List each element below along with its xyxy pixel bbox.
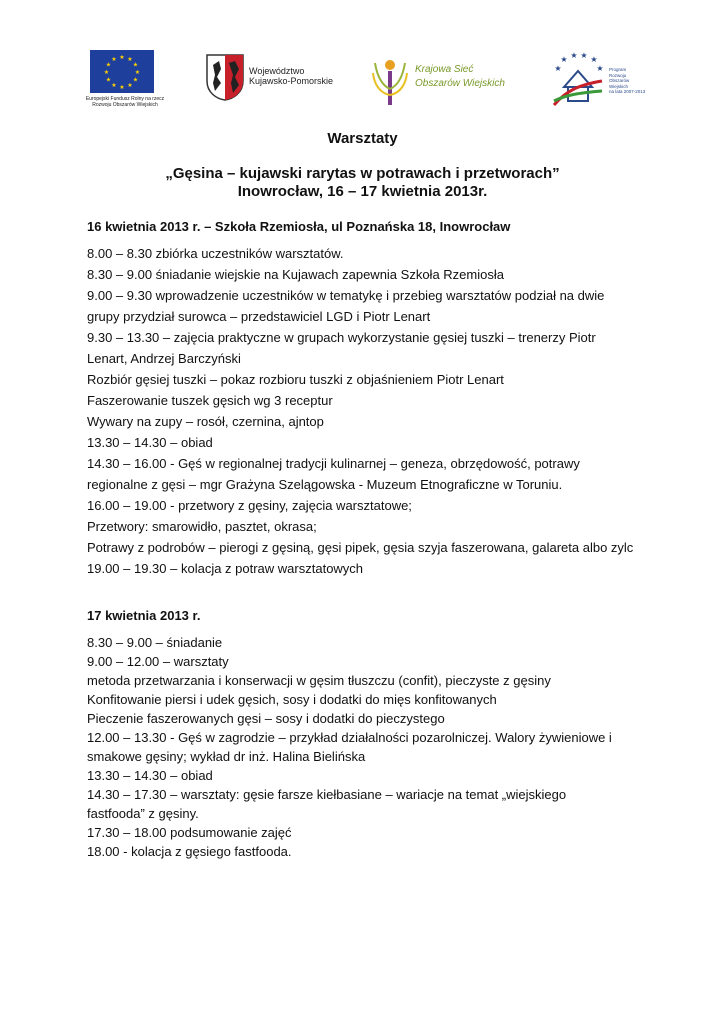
schedule-line: Lenart, Andrzej Barczyński [87, 351, 241, 366]
eu-caption [85, 96, 165, 108]
schedule-line: 14.30 – 16.00 - Gęś w regionalnej tradycji kulinarnej – geneza, obrzędowość, potrawy [87, 456, 580, 471]
day2-schedule [87, 633, 639, 861]
ksow-line2: Obszarów Wiejskich [415, 78, 505, 89]
schedule-line: 13.30 – 14.30 – obiad [87, 768, 213, 783]
schedule-line: 13.30 – 14.30 – obiad [87, 435, 213, 450]
schedule-line: smakowe gęsiny; wykład dr inż. Halina Bielińska [87, 749, 366, 764]
svg-text:★: ★ [127, 82, 133, 89]
schedule-line: Pieczenie faszerowanych gęsi – sosy i dodatki do pieczystego [87, 711, 445, 726]
prow-line2: Rozwoju [609, 72, 627, 78]
prow-logo [548, 51, 648, 111]
prow-house-icon [548, 51, 608, 109]
schedule-line: Przetwory: smarowidło, pasztet, okrasa; [87, 519, 317, 534]
schedule-line: 12.00 – 13.30 - Gęś w zagrodzie – przykład działalności pozarolniczej. Walory żywieniowe i [87, 730, 612, 745]
svg-text:★: ★ [590, 55, 598, 64]
svg-text:★: ★ [119, 84, 125, 91]
eu-flag-icon [90, 50, 154, 93]
schedule-line: 14.30 – 17.30 – warsztaty: gęsie farsze kiełbasiane – wariacje na temat „wiejskiego [87, 787, 567, 802]
schedule-line: 9.00 – 12.00 – warsztaty [87, 654, 229, 669]
svg-text:★: ★ [105, 61, 112, 69]
eu-caption-line2: Rozwoju Obszarów Wiejskich [92, 102, 158, 108]
event-name: „Gęsina – kujawski rarytas w potrawach i przetworach” [165, 165, 560, 182]
ksow-text [415, 63, 505, 91]
ksow-wheat-icon [371, 49, 409, 107]
svg-text:★: ★ [111, 82, 117, 89]
svg-text:★: ★ [134, 69, 141, 76]
svg-text:★: ★ [111, 56, 117, 63]
schedule-line: 19.00 – 19.30 – kolacja z potraw warsztatowych [87, 561, 364, 576]
schedule-line: Konfitowanie piersi i udek gęsich, sosy i dodatki do mięs konfitowanych [87, 692, 497, 707]
kp-line1: Województwo [249, 66, 305, 76]
kp-line2: Kujawsko-Pomorskie [249, 76, 334, 86]
svg-text:★: ★ [560, 55, 568, 64]
schedule-line: 8.30 – 9.00 śniadanie wiejskie na Kujawach zapewnia Szkoła Rzemiosła [87, 267, 504, 282]
svg-text:★: ★ [580, 51, 588, 60]
schedule-line: regionalne z gęsi – mgr Grażyna Szelągowska - Muzeum Etnograficzne w Toruniu. [87, 477, 563, 492]
svg-text:★: ★ [570, 51, 578, 60]
svg-text:★: ★ [132, 61, 139, 69]
svg-text:★: ★ [132, 76, 139, 84]
svg-text:★: ★ [119, 54, 125, 61]
schedule-line: 9.30 – 13.30 – zajęcia praktyczne w grupach wykorzystanie gęsiej tuszki – trenerzy Piotr [87, 330, 596, 345]
event-subtitle [0, 165, 725, 201]
prow-text [609, 67, 645, 95]
schedule-line: 18.00 - kolacja z gęsiego fastfooda. [87, 844, 292, 859]
schedule-line: Rozbiór gęsiej tuszki – pokaz rozbioru tuszki z objaśnieniem Piotr Lenart [87, 372, 504, 387]
schedule-line: Wywary na zupy – rosół, czernina, ajntop [87, 414, 324, 429]
day1-heading: 16 kwietnia 2013 r. – Szkoła Rzemiosła, ul Poznańska 18, Inowrocław [87, 219, 511, 234]
kujawsko-pomorskie-logo [205, 53, 355, 103]
schedule-line: 8.00 – 8.30 zbiórka uczestników warsztatów. [87, 246, 344, 261]
svg-text:★: ★ [554, 64, 562, 73]
prow-line1: Program [609, 67, 627, 72]
ksow-line1: Krajowa Sieć [415, 64, 474, 75]
svg-text:★: ★ [105, 76, 112, 84]
page-title: Warsztaty [327, 130, 398, 147]
prow-line3: Obszarów [609, 78, 630, 83]
svg-text:★: ★ [596, 64, 604, 73]
svg-text:★: ★ [127, 56, 133, 63]
event-place-date: Inowrocław, 16 – 17 kwietnia 2013r. [237, 183, 488, 200]
prow-line5: na lata 2007-2013 [609, 89, 646, 94]
schedule-line: Potrawy z podrobów – pierogi z gęsiną, gęsi pipek, gęsia szyja faszerowana, galareta albo zylc [87, 540, 634, 555]
svg-text:★: ★ [103, 69, 110, 76]
kp-coat-of-arms-icon [205, 53, 245, 101]
kp-text [249, 66, 333, 86]
schedule-line: 17.30 – 18.00 podsumowanie zajęć [87, 825, 292, 840]
schedule-line: Faszerowanie tuszek gęsich wg 3 receptur [87, 393, 333, 408]
schedule-line: 8.30 – 9.00 – śniadanie [87, 635, 223, 650]
day2-heading: 17 kwietnia 2013 r. [87, 608, 201, 623]
schedule-line: metoda przetwarzania i konserwacji w gęsim tłuszczu (confit), pieczyste z gęsiny [87, 673, 551, 688]
prow-line4: Wiejskich [609, 83, 629, 89]
schedule-line: fastfooda” z gęsiny. [87, 806, 199, 821]
eu-caption-line1: Europejski Fundusz Rolny na rzecz [85, 96, 165, 102]
schedule-line: 9.00 – 9.30 wprowadzenie uczestników w tematykę i przebieg warsztatów podział na dwie [87, 288, 605, 303]
day1-schedule [87, 243, 639, 579]
schedule-line: grupy przydział surowca – przedstawiciel LGD i Piotr Lenart [87, 309, 431, 324]
ksow-logo [371, 49, 536, 109]
logo-row [85, 45, 645, 115]
schedule-line: 16.00 – 19.00 - przetwory z gęsiny, zajęcia warsztatowe; [87, 498, 412, 513]
